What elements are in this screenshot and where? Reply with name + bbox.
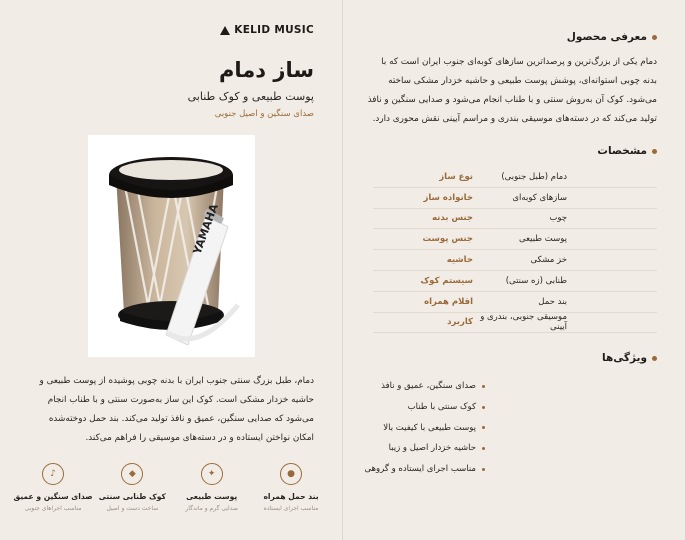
spec-key: کاربرد xyxy=(447,317,473,328)
spec-key: جنس بدنه xyxy=(431,213,473,224)
highlights-heading xyxy=(602,352,657,364)
intro-heading xyxy=(567,31,657,43)
spec-row xyxy=(373,229,657,250)
list-item xyxy=(365,417,485,438)
product-image xyxy=(88,135,255,357)
bullet-dot-icon xyxy=(482,426,485,429)
spec-value: چوب xyxy=(549,213,567,224)
feature-icons-row xyxy=(13,463,328,523)
feature-item xyxy=(13,463,93,523)
spec-row xyxy=(373,250,657,271)
feature-title: پوست طبیعی xyxy=(186,492,238,501)
product-subtitle: پوست طبیعی و کوک طنابی xyxy=(187,90,314,103)
highlights-heading-text: ویژگی‌ها xyxy=(602,352,647,364)
bullet-dot-icon xyxy=(482,468,485,471)
feature-title: صدای سنگین و عمیق xyxy=(13,492,93,501)
spec-row xyxy=(373,271,657,292)
spec-key: نوع ساز xyxy=(439,171,473,182)
feature-title: بند حمل همراه xyxy=(263,492,319,501)
spec-row xyxy=(373,209,657,230)
list-item-text: کوک سنتی با طناب xyxy=(407,402,476,413)
bullet-dot-icon xyxy=(482,447,485,450)
note-icon: ♪ xyxy=(42,463,64,485)
list-item xyxy=(365,438,485,459)
list-item-text: حاشیه خزدار اصیل و زیبا xyxy=(388,443,476,454)
list-item-text: پوست طبیعی با کیفیت بالا xyxy=(383,422,476,433)
spec-value: خز مشکی xyxy=(530,255,567,266)
feature-item xyxy=(95,463,169,523)
spec-key: سیستم کوک xyxy=(420,275,473,286)
circle-icon: ● xyxy=(280,463,302,485)
list-item-text: صدای سنگین، عمیق و نافذ xyxy=(381,381,476,392)
brand-name: KELID MUSIC xyxy=(234,24,314,36)
heading-dot-icon xyxy=(652,356,657,361)
spec-key: اقلام همراه xyxy=(424,296,473,307)
heading-dot-icon xyxy=(652,149,657,154)
bullet-dot-icon xyxy=(482,385,485,388)
spec-value: پوست طبیعی xyxy=(518,234,567,245)
highlights-list xyxy=(365,376,485,479)
specs-table xyxy=(373,167,657,333)
spec-row xyxy=(373,313,657,334)
sparkle-icon: ✦ xyxy=(201,463,223,485)
product-description: دمام، طبل بزرگ سنتی جنوب ایران با بدنه چوبی پوشیده از پوست طبیعی و حاشیه خزدار مشکی است. کوک این ساز به‌صورت سنتی و با طناب انجام می‌شود که صدایی سنگین، عمیق و نافذ تولید می‌کند. بند حمل دوخته‌شده امکان نواختن ایستاده و در دسته‌های موسیقی را فراهم می‌کند. xyxy=(39,376,314,443)
feature-title: کوک طنابی سنتی xyxy=(98,492,166,501)
list-item xyxy=(365,376,485,397)
bullet-dot-icon xyxy=(482,406,485,409)
feature-subtitle: مناسب اجراهای جنوبی xyxy=(24,505,82,512)
product-summary-panel xyxy=(0,0,342,540)
spec-key: خانواده ساز xyxy=(423,192,473,203)
product-title: ساز دمام xyxy=(219,58,314,82)
spec-row xyxy=(373,292,657,313)
brand-logo xyxy=(220,24,314,36)
list-item xyxy=(365,459,485,480)
product-tagline: صدای سنگین و اصیل جنوبی xyxy=(214,109,314,119)
strap-brand-label: YAMAHA xyxy=(190,202,221,257)
brand-triangle-icon xyxy=(220,26,230,35)
spec-value: دمام (طبل جنوبی) xyxy=(501,171,567,182)
feature-item xyxy=(254,463,328,523)
feature-subtitle: ساخت دست و اصیل xyxy=(106,505,159,512)
spec-key: جنس پوست xyxy=(422,234,473,245)
spec-value: بند حمل xyxy=(538,296,567,307)
feature-subtitle: مناسب اجرای ایستاده xyxy=(263,505,319,512)
intro-text: دمام یکی از بزرگ‌ترین و پرصداترین سازهای کوبه‌ای جنوب ایران است که با بدنه چوبی استوانه‌ای، پوشش پوست طبیعی و حاشیه خزدار مشکی ساخته می‌شود. کوک آن به‌روش سنتی و با طناب انجام می‌شود و صدایی سنگین و نافذ تولید می‌کند که در دسته‌های موسیقی بندری و مراسم آیینی نقش محوری دارد. xyxy=(367,57,657,124)
spec-key: حاشیه xyxy=(446,255,473,266)
diamond-icon: ◆ xyxy=(121,463,143,485)
heading-dot-icon xyxy=(652,35,657,40)
specs-heading xyxy=(597,145,657,157)
product-details-panel xyxy=(343,0,685,540)
feature-item xyxy=(175,463,249,523)
spec-value: طنابی (زه سنتی) xyxy=(505,275,567,286)
spec-row xyxy=(373,188,657,209)
specs-heading-text: مشخصات xyxy=(597,145,647,157)
list-item-text: مناسب اجرای ایستاده و گروهی xyxy=(364,464,476,475)
spec-value: سازهای کوبه‌ای xyxy=(512,192,567,203)
intro-heading-text: معرفی محصول xyxy=(566,31,647,43)
list-item xyxy=(365,397,485,418)
spec-row xyxy=(373,167,657,188)
drum-illustration xyxy=(88,135,255,357)
feature-subtitle: صدایی گرم و ماندگار xyxy=(185,505,238,512)
spec-value: موسیقی جنوبی، بندری و آیینی xyxy=(480,312,567,333)
